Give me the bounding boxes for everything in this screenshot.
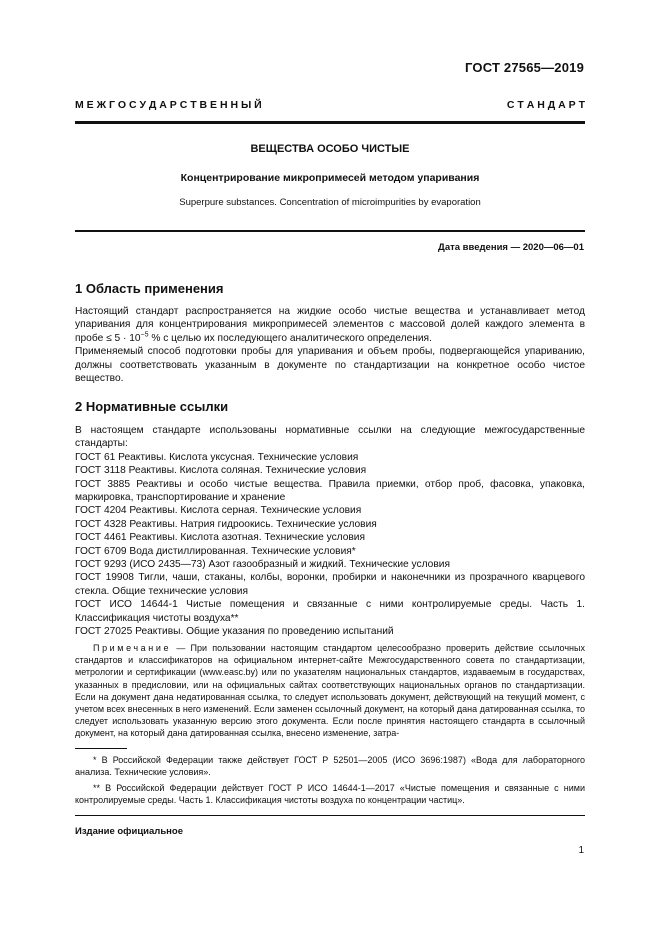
document-code: ГОСТ 27565—2019 (465, 60, 584, 75)
section-1-body (75, 305, 585, 385)
title-rule (75, 230, 585, 232)
note-indent (75, 643, 93, 653)
paragraph-text: Настоящий стандарт распространяется на жидкие особо чистые вещества и устанавливает метод упаривания для концентрирования микропримесей элементов с массовой долей каждого элемента в пробе ≤ 5 · 10 (75, 306, 585, 344)
introduction-date: Дата введения — 2020—06—01 (438, 242, 584, 253)
document-title-english: Superpure substances. Concentration of microimpurities by evaporation (179, 197, 481, 208)
paragraph-text: % с целью их последующего аналитического определения. (148, 332, 432, 344)
reference-item: ГОСТ 19908 Тигли, чаши, стаканы, колбы, воронки, пробирки и наконечники из прозрачного кварцевого стекла. Общие технические условия (75, 572, 585, 597)
note-text: — При пользовании настоящим стандартом целесообразно проверить действие ссылочных стандартов и классификаторов на официальном интернет-сайте Межгосударственного совета по стандартизации, метрологии и сертификации (www.easc.by) или по указателям национальных стандартов, издаваемым в государствах, указанных в предисловии, или на официальных сайтах соответствующих национальных органов по стандартизации. Если на документ дана недатированная ссылка, то следует использовать документ, действующий на текущий момент, с учетом всех внесенных в него изменений. Если заменен ссылочный документ, на который дана датированная ссылка, то следует использовать указанную версию этого документа. Если после принятия настоящего стандарта в ссылочный документ, на который дана датированная ссылка, внесено изменение, затра- (75, 643, 585, 739)
document-subtitle: Концентрирование микропримесей методом упаривания (180, 172, 480, 184)
section-2-intro: В настоящем стандарте использованы нормативные ссылки на следующие межгосударственные стандарты: (75, 425, 585, 450)
interstate-standard-banner (75, 99, 585, 111)
header-rule (75, 121, 585, 124)
note-label: Примечание (93, 643, 172, 653)
reference-item: ГОСТ ИСО 14644-1 Чистые помещения и связанные с ними контролируемые среды. Часть 1. Классификация чистоты воздуха** (75, 599, 585, 624)
reference-item: ГОСТ 61 Реактивы. Кислота уксусная. Технические условия (75, 451, 359, 463)
footnote-text: ** В Российской Федерации действует ГОСТ Р ИСО 14644-1—2017 «Чистые помещения и связанные с ними контролируемые среды. Часть 1. Классификация чистоты воздуха по концентрации частиц». (75, 783, 585, 806)
section-1-heading: 1 Область применения (75, 281, 224, 296)
section-1-paragraph-2: Применяемый способ подготовки пробы для упаривания и объем пробы, подвергающейся упариванию, должны соответствовать указанным в документе по стандартизации на конкретное особо чистое вещество. (75, 346, 585, 385)
reference-item: ГОСТ 3118 Реактивы. Кислота соляная. Технические условия (75, 465, 367, 477)
note-block (75, 642, 585, 740)
reference-item: ГОСТ 3885 Реактивы и особо чистые вещества. Правила приемки, отбор проб, фасовка, упаковка, маркировка, транспортирование и хранение (75, 478, 585, 504)
reference-item: ГОСТ 4204 Реактивы. Кислота серная. Технические условия (75, 505, 362, 517)
banner-word-interstate: М Е Ж Г О С У Д А Р С Т В Е Н Н Ы Й (75, 99, 262, 111)
footer-rule (75, 815, 585, 816)
edition-label: Издание официальное (75, 826, 183, 837)
reference-item: ГОСТ 6709 Вода дистиллированная. Технические условия* (75, 545, 356, 557)
footnote-2 (75, 782, 585, 806)
reference-item: ГОСТ 9293 (ИСО 2435—73) Азот газообразный и жидкий. Технические условия (75, 559, 450, 571)
banner-word-standard: С Т А Н Д А Р Т (506, 99, 585, 111)
reference-item: ГОСТ 4461 Реактивы. Кислота азотная. Технические условия (75, 532, 366, 544)
section-2-body (75, 424, 585, 639)
exponent: −5 (140, 331, 149, 339)
section-2-heading: 2 Нормативные ссылки (75, 399, 229, 414)
document-title: ВЕЩЕСТВА ОСОБО ЧИСТЫЕ (250, 143, 410, 155)
page-number: 1 (578, 845, 584, 856)
section-1-paragraph-1 (75, 305, 585, 345)
reference-item: ГОСТ 4328 Реактивы. Натрия гидроокись. Технические условия (75, 518, 377, 530)
reference-item: ГОСТ 27025 Реактивы. Общие указания по проведению испытаний (75, 626, 394, 638)
footnote-text: * В Российской Федерации также действует ГОСТ Р 52501—2005 (ИСО 3696:1987) «Вода для лабораторного анализа. Технические условия». (75, 755, 585, 778)
footnote-rule (75, 748, 127, 749)
footnote-1 (75, 754, 585, 778)
